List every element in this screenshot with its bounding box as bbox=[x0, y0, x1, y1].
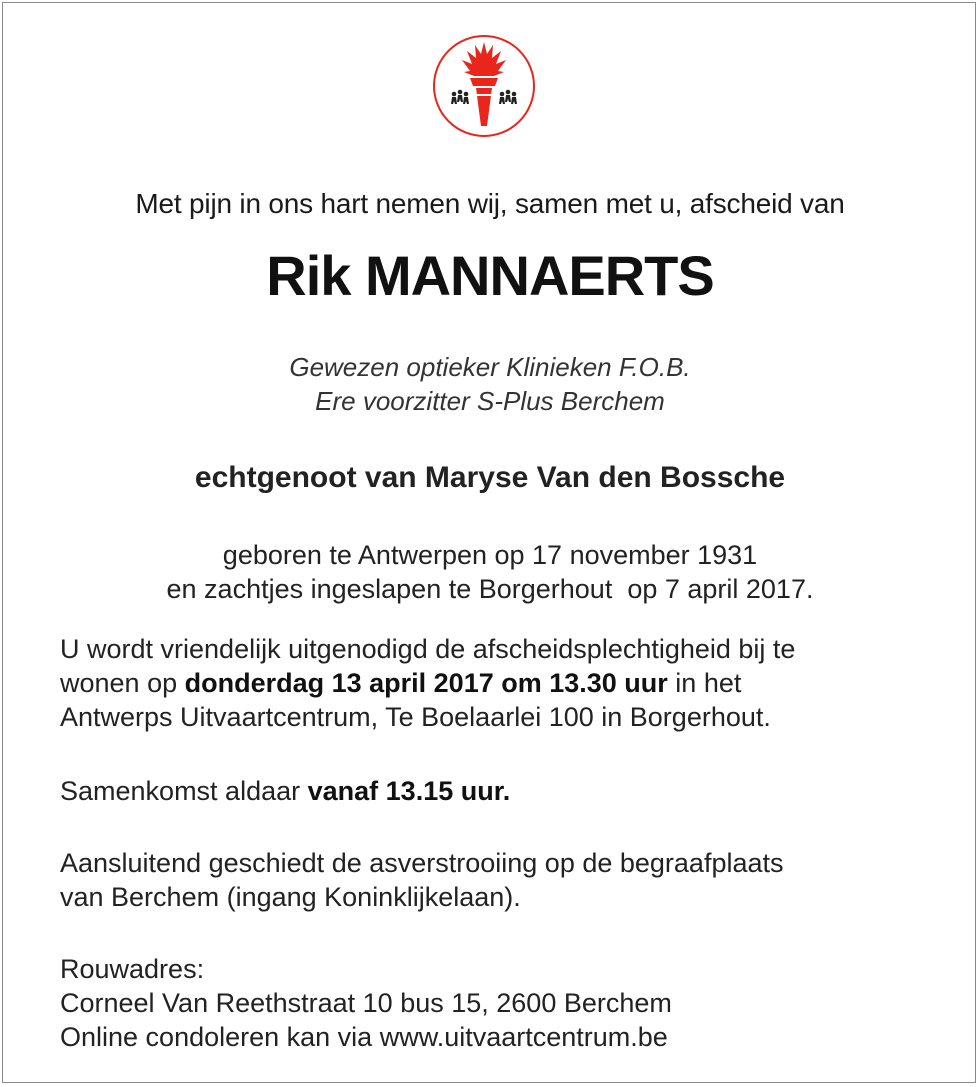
invitation-line: U wordt vriendelijk uitgenodigd de afscheidsplechtigheid bij te bbox=[60, 634, 796, 664]
scattering-line: van Berchem (ingang Koninklijkelaan). bbox=[60, 882, 521, 912]
intro-text: Met pijn in ons hart nemen wij, samen met u, afscheid van bbox=[135, 188, 845, 219]
life-dates bbox=[0, 538, 980, 606]
roles bbox=[0, 350, 980, 418]
spouse-text: echtgenoot van Maryse Van den Bossche bbox=[194, 461, 786, 494]
condolence-line: Online condoleren kan via www.uitvaartcentrum.be bbox=[60, 1022, 668, 1052]
birth-line: geboren te Antwerpen op 17 november 1931 bbox=[222, 540, 758, 570]
scattering-paragraph bbox=[60, 846, 940, 914]
scattering-line: Aansluitend geschiedt de asverstrooiing op de begraafplaats bbox=[60, 848, 784, 878]
ceremony-datetime: donderdag 13 april 2017 om 13.30 uur bbox=[184, 668, 668, 698]
torch-icon bbox=[432, 34, 536, 138]
deceased-name: Rik MANNAERTS bbox=[266, 244, 714, 307]
death-line: en zachtjes ingeslapen te Borgerhout op 7 april 2017. bbox=[166, 574, 814, 604]
invitation-line bbox=[60, 666, 940, 700]
invitation-text: in het bbox=[667, 668, 742, 698]
role-line: Gewezen optieker Klinieken F.O.B. bbox=[289, 352, 691, 382]
invitation-text: wonen op bbox=[60, 668, 185, 698]
invitation-paragraph bbox=[60, 632, 940, 734]
gathering-paragraph bbox=[60, 774, 940, 808]
gathering-text: Samenkomst aldaar bbox=[60, 776, 308, 806]
gathering-time: vanaf 13.15 uur. bbox=[307, 776, 511, 806]
torch-logo bbox=[432, 34, 536, 138]
invitation-line: Antwerps Uitvaartcentrum, Te Boelaarlei 100 in Borgerhout. bbox=[60, 702, 771, 732]
address-paragraph bbox=[60, 952, 940, 1054]
address-heading: Rouwadres: bbox=[60, 954, 205, 984]
role-line: Ere voorzitter S-Plus Berchem bbox=[315, 386, 665, 416]
address-line: Corneel Van Reethstraat 10 bus 15, 2600 Berchem bbox=[60, 988, 672, 1018]
